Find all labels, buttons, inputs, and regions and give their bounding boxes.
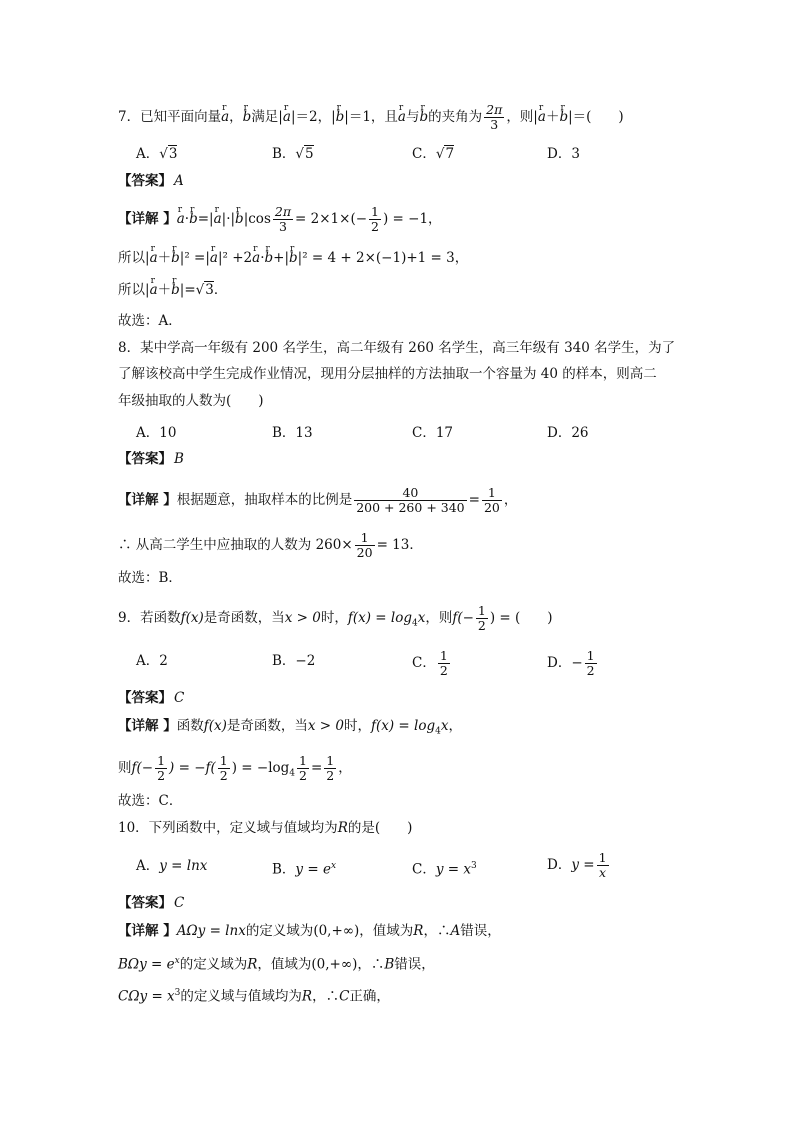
q8-option-b: B．13 (272, 425, 313, 441)
q7-stem: 7．已知平面向量r a，r b满足|r a|＝2，|r b|＝1，且r a与r b的夹角为 $\frac{2\pi}{3}$ ，则|r a＋r b|＝( ) (118, 103, 624, 132)
q7-answer: 【答案】 A (118, 173, 184, 189)
q7-option-c: C．√7 (412, 146, 455, 162)
q10-option-d: D．y = $\frac{1}{x}$ (547, 850, 607, 880)
q8-option-c: C．17 (412, 425, 454, 441)
q9-conclusion: 故选：C． (118, 793, 183, 809)
q8-option-d: D．26 (547, 425, 589, 441)
sqrt: √5 (295, 146, 314, 162)
q7-detail-line-3: 所以|r a＋r b|=√3． (118, 280, 227, 300)
q10-option-b: B．$y = e^x$ (272, 861, 337, 878)
q8-stem-line-2: 了解该校高中学生完成作业情况，现用分层抽样的方法抽取一个容量为 40 的样本，则高二 (118, 366, 657, 382)
q7-detail-line-1: 【详解 】r a·r b=|r a|·|r b|cos $\frac{2\pi}{3}$ = 2×1×(− $\frac{1}{2}$ ) = −1， (118, 205, 442, 234)
sqrt: √3 (159, 146, 178, 162)
q8-option-a: A．10 (136, 425, 177, 441)
q9-option-a: A．2 (136, 653, 168, 669)
q9-detail-line-1: 【详解 】函数f(x)是奇函数，当x > 0时，$f(x) = \log_4x$， (118, 718, 462, 737)
q8-stem-line-3: 年级抽取的人数为( ) (118, 393, 264, 409)
fraction: $\frac{2\pi}{3}$ (486, 102, 503, 132)
q9-answer: 【答案】 C (118, 690, 185, 706)
q9-option-d: D．− $\frac{1}{2}$ (547, 648, 595, 678)
q10-detail-line-3: $C\Omega y = x^3$的定义域与值域均为R，∴C正确， (118, 988, 390, 1005)
q7-option-a: A．√3 (136, 146, 178, 162)
q9-stem: 9．若函数f(x)是奇函数，当x > 0时，$f(x) = \log_4x$，则f(− $\frac{1}{2}$ ) = ( ) (118, 603, 553, 633)
q7-detail-line-2: 所以|r a＋r b|² =|r a|² +2r a·r b+|r b|² = 4 + 2×(−1)+1 = 3， (118, 248, 468, 268)
q7-option-b: B．√5 (272, 146, 314, 162)
q8-answer: 【答案】 B (118, 451, 184, 467)
q8-stem-line-1: 8．某中学高一年级有 200 名学生，高二年级有 260 名学生，高三年级有 340 名学生，为了 (118, 340, 676, 356)
vec-b: r b (243, 107, 252, 127)
vec-a: r a (221, 107, 229, 127)
q10-option-c: C．$y = x^3$ (412, 861, 477, 878)
q8-conclusion: 故选：B． (118, 570, 182, 586)
q8-detail-line-2: ∴ 从高二学生中应抽取的人数为 260× $\frac{1}{20}$ = 13． (118, 530, 423, 560)
q10-option-a: A．y = lnx (136, 858, 208, 874)
q9-option-b: B．−2 (272, 653, 316, 669)
q7-conclusion: 故选：A． (118, 313, 182, 329)
q7-option-d: D．3 (547, 146, 580, 162)
q10-detail-line-1: 【详解 】AΩy = lnx的定义域为(0,+∞)，值域为R，∴A错误， (118, 923, 501, 939)
q10-detail-line-2: $B\Omega y = e^x$的定义域为R，值域为(0,+∞)，∴B错误， (118, 956, 435, 973)
sqrt: √7 (435, 146, 455, 162)
q10-answer: 【答案】 C (118, 895, 185, 911)
q9-detail-line-2: 则f(− $\frac{1}{2}$ ) = −f( $\frac{1}{2}$ ) = $-\log_4$ $\frac{1}{2}$ = $\frac{1}{2}$ ， (118, 753, 352, 783)
q8-detail-line-1: 【详解 】根据题意，抽取样本的比例是 $\frac{40}{200 + 260 + 340}$ = $\frac{1}{20}$ ， (118, 485, 518, 515)
q10-stem: 10．下列函数中，定义域与值域均为R的是( ) (118, 820, 413, 836)
q9-option-c: C． $\frac{1}{2}$ (412, 648, 448, 678)
